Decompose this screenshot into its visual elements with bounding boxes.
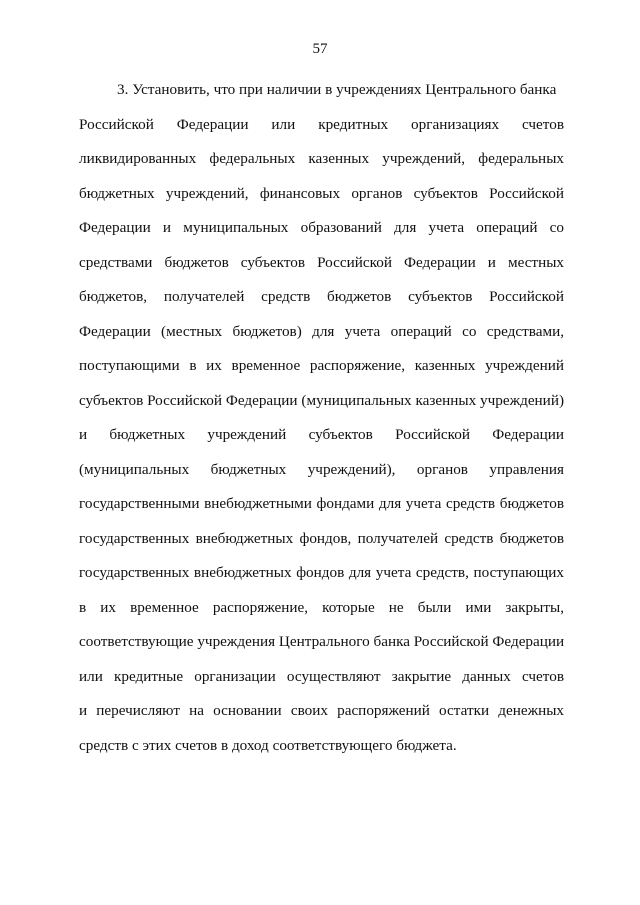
text-line: или кредитные организации осуществляют закрытие данных счетов [79, 667, 564, 685]
text-line: средствами бюджетов субъектов Российской Федерации и местных [79, 253, 564, 271]
text-line: Российской Федерации или кредитных организациях счетов [79, 115, 564, 133]
text-line: ликвидированных федеральных казенных учреждений, федеральных [79, 150, 564, 167]
text-line: соответствующие учреждения Центрального банка Российской Федерации [79, 633, 565, 650]
paragraph-3 [79, 73, 564, 763]
text-line: поступающими в их временное распоряжение, казенных учреждений [79, 357, 564, 374]
text-line: и перечисляют на основании своих распоряжений остатки денежных [79, 702, 564, 719]
text-line: Федерации и муниципальных образований для учета операций со [79, 219, 564, 236]
text-line: субъектов Российской Федерации (муниципальных казенных учреждений) [79, 391, 564, 409]
text-line: (муниципальных бюджетных учреждений), органов управления [79, 460, 564, 478]
text-line: средств с этих счетов в доход соответствующего бюджета. [79, 736, 457, 754]
text-line: бюджетных учреждений, финансовых органов субъектов Российской [79, 184, 564, 202]
text-line: Федерации (местных бюджетов) для учета операций со средствами, [79, 322, 564, 340]
text-line: государственных внебюджетных фондов, получателей средств бюджетов [79, 529, 564, 547]
text-line: государственных внебюджетных фондов для учета средств, поступающих [79, 564, 564, 581]
text-line: 3. Установить, что при наличии в учреждениях Центрального банка [117, 81, 557, 98]
page-number: 57 [312, 41, 328, 57]
text-line: и бюджетных учреждений субъектов Российской Федерации [79, 426, 564, 443]
text-line: государственными внебюджетными фондами для учета средств бюджетов [79, 495, 564, 512]
text-line: бюджетов, получателей средств бюджетов субъектов Российской [79, 288, 564, 305]
text-line: в их временное распоряжение, которые не были ими закрыты, [79, 598, 564, 616]
